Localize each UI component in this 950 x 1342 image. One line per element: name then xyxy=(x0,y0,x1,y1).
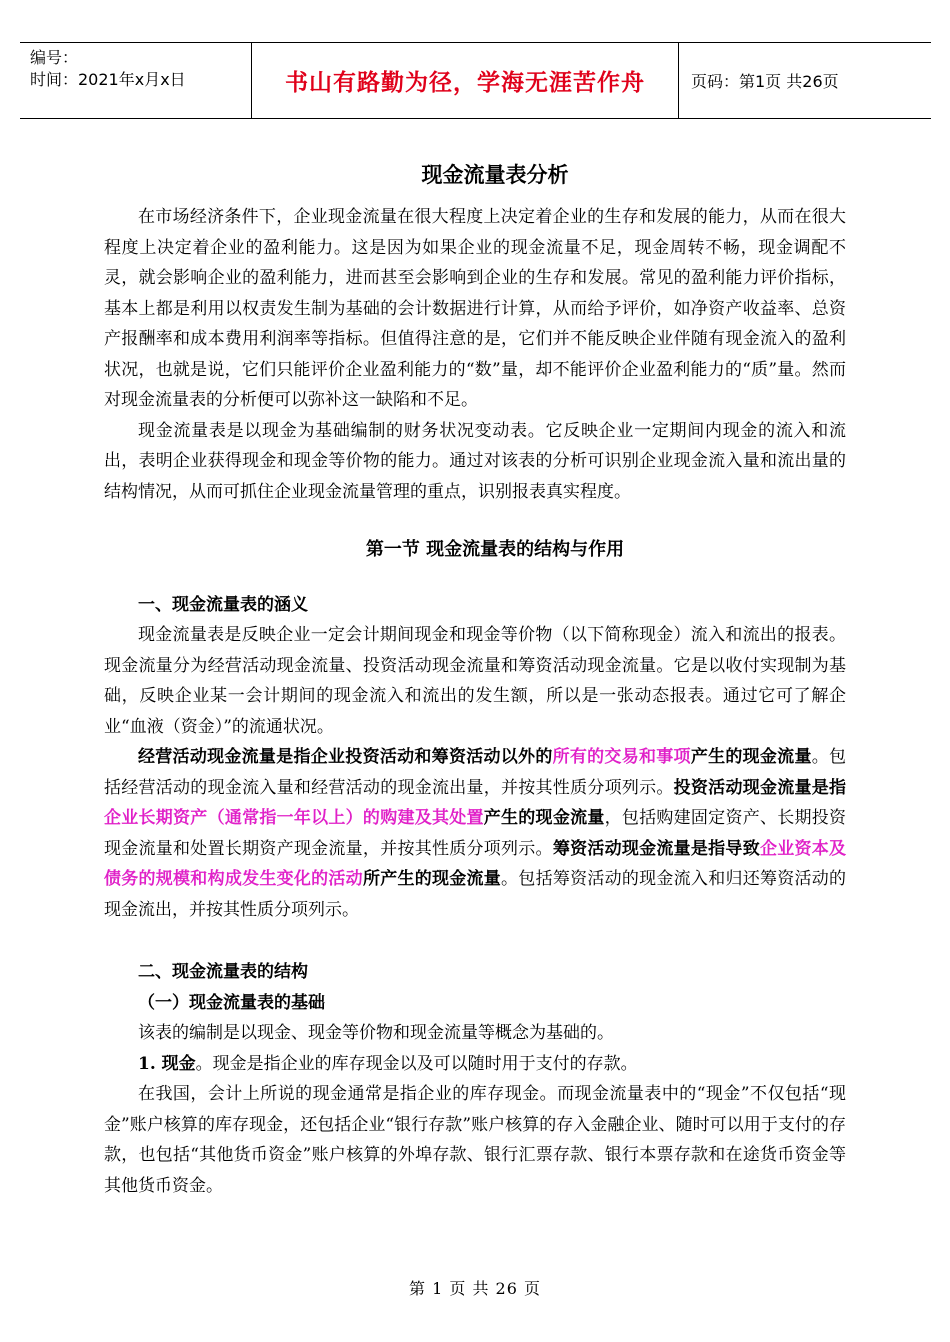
heading-structure: 二、现金流量表的结构 xyxy=(138,962,308,982)
spacer xyxy=(104,925,846,957)
investing-definition-lead: 投资活动现金流量是指 xyxy=(673,777,847,798)
document-title: 现金流量表分析 xyxy=(421,162,569,187)
page-footer: 第 1 页 共 26 页 xyxy=(409,1279,541,1298)
operating-highlight: 所有的交易和事项 xyxy=(552,747,691,767)
activities-paragraph xyxy=(104,742,846,925)
financing-detail: 。包括筹资活动的现金流入和归还筹资活动的现金流出，并按其性质分项列示。 xyxy=(104,869,847,920)
section-title: 第一节 现金流量表的结构与作用 xyxy=(365,539,625,560)
cash-label: 1. 现金 xyxy=(138,1053,196,1074)
cash-scope-paragraph: 在我国，会计上所说的现金通常是指企业的库存现金。而现金流量表中的“现金”不仅包括“现金”账户核算的库存现金，还包括企业“银行存款”账户核算的存入金融企业、随时可以用于支付的存款，也包括“其他货币资金”账户核算的外埠存款、银行汇票存款、银行本票存款和在途货币资金等其他货币资金。 xyxy=(104,1084,846,1196)
document-time-label: 时间：2021年x月x日 xyxy=(30,70,186,89)
financing-definition-lead: 筹资活动现金流量是指导致 xyxy=(552,838,760,859)
heading-structure-basis: （一）现金流量表的基础 xyxy=(138,992,325,1013)
operating-definition-lead: 经营活动现金流量是指企业投资活动和筹资活动以外的 xyxy=(138,747,553,767)
cash-definition-paragraph xyxy=(104,1049,846,1080)
heading-definition: 一、现金流量表的涵义 xyxy=(138,594,308,615)
financing-highlight: 企业资本及债务的规模和构成发生变化的活动 xyxy=(104,838,847,889)
header-motto: 书山有路勤为径，学海无涯苦作舟 xyxy=(252,43,679,118)
financing-definition-tail: 所产生的现金流量 xyxy=(362,869,502,889)
definition-paragraph: 现金流量表是反映企业一定会计期间现金和现金等价物（以下简称现金）流入和流出的报表。现金流量分为经营活动现金流量、投资活动现金流量和筹资活动现金流量。它是以收付实现制为基础，反映企业某一会计期间的现金流入和流出的发生额，所以是一张动态报表。通过它可了解企业“血液（资金）”的流通状况。 xyxy=(104,625,846,737)
document-body xyxy=(104,160,846,1201)
cash-definition: 。现金是指企业的库存现金以及可以随时用于支付的存款。 xyxy=(195,1053,638,1074)
investing-definition-tail: 产生的现金流量 xyxy=(483,808,605,828)
investing-detail: ，包括购建固定资产、长期投资现金流量和处置长期资产现金流量，并按其性质分项列示。 xyxy=(104,808,847,859)
investing-highlight: 企业长期资产（通常指一年以上）的购建及其处置 xyxy=(104,808,484,828)
document-number-label: 编号： xyxy=(30,48,79,67)
header-page-info: 页码：第1页 共26页 xyxy=(691,72,839,91)
operating-definition-tail: 产生的现金流量 xyxy=(690,747,812,767)
intro-paragraph-1: 在市场经济条件下，企业现金流量在很大程度上决定着企业的生存和发展的能力，从而在很大程度上决定着企业的盈利能力。这是因为如果企业的现金流量不足，现金周转不畅，现金调配不灵，就会影响企业的盈利能力，进而甚至会影响到企业的生存和发展。常见的盈利能力评价指标，基本上都是利用以权责发生制为基础的会计数据进行计算，从而给予评价，如净资产收益率、总资产报酬率和成本费用利润率等指标。但值得注意的是，它们并不能反映企业伴随有现金流入的盈利状况，也就是说，它们只能评价企业盈利能力的“数”量，却不能评价企业盈利能力的“质”量。然而对现金流量表的分析便可以弥补这一缺陷和不足。 xyxy=(104,207,846,410)
intro-paragraph-2: 现金流量表是以现金为基础编制的财务状况变动表。它反映企业一定期间内现金的流入和流出，表明企业获得现金和现金等价物的能力。通过对该表的分析可识别企业现金流入量和流出量的结构情况，从而可抓住企业现金流量管理的重点，识别报表真实程度。 xyxy=(104,420,846,502)
page-header xyxy=(20,42,931,119)
operating-detail: 。包括经营活动的现金流入量和经营活动的现金流出量，并按其性质分项列示。 xyxy=(104,747,847,798)
basis-paragraph: 该表的编制是以现金、现金等价物和现金流量等概念为基础的。 xyxy=(138,1023,614,1043)
header-meta xyxy=(20,43,252,118)
